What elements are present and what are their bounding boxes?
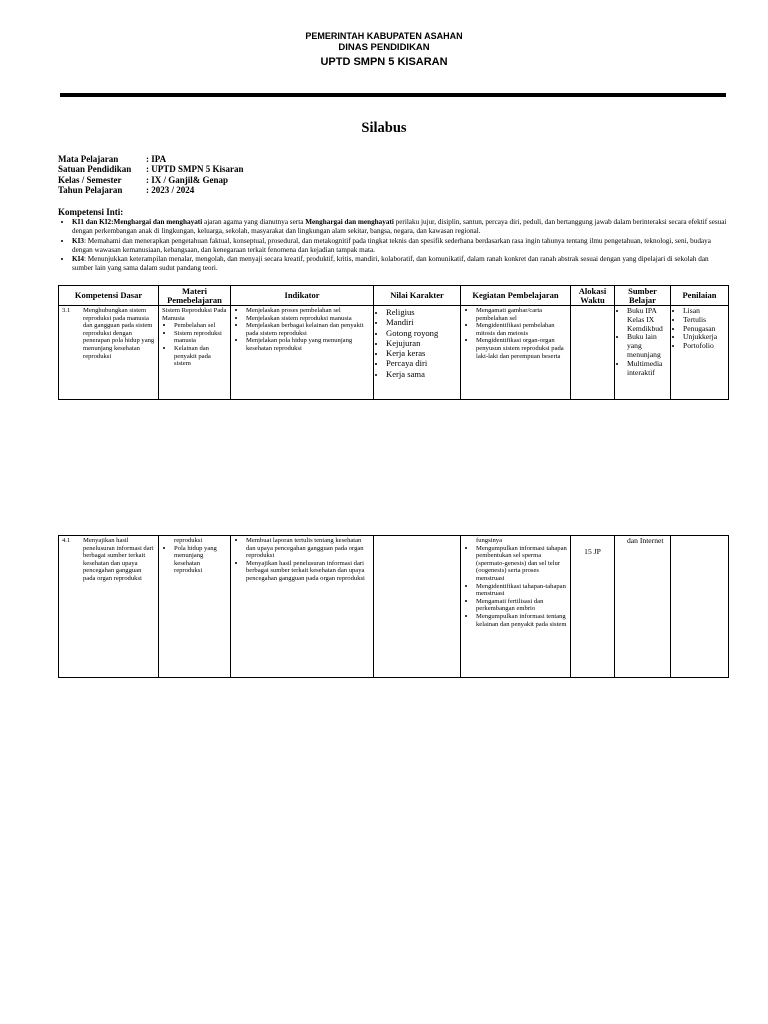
penilaian-cell — [671, 536, 729, 678]
list-item: • Buku lain yang menunjang — [627, 333, 667, 359]
kegiatan-cell — [461, 306, 571, 400]
header-materi: Materi Pemebelajaran — [159, 286, 231, 306]
table-header-row — [59, 286, 729, 306]
sumber-continued: dan Internet — [627, 536, 664, 545]
ki3-item: • KI3: Memahami dan menerapkan pengetahuan faktual, konseptual, prosedural, dan metakognitif pada tingkat teknis dan spesifik sederhana berdasarkan rasa ingin tahunya tentang ilmu pengetahuan, teknologi, seni, budaya dengan wawasan kemanusiaan, kebangsaan, dan kenegaraan terkait fenomena dan kejadian tampak mata. — [72, 237, 728, 256]
sumber-cell — [615, 536, 671, 678]
list-item: • Unjukkerja — [683, 333, 725, 342]
materi-list — [162, 322, 227, 368]
letterhead-line-3: UPTD SMPN 5 KISARAN — [320, 56, 448, 68]
table-row — [59, 306, 729, 400]
header-sumber: Sumber Belajar — [615, 286, 671, 306]
materi-cell — [159, 536, 231, 678]
list-item: • Menjelaskan proses pembelahan sel — [246, 307, 370, 315]
list-item: • Mengidentifikasi pembelahan mitosis dan meiosis — [476, 322, 567, 337]
kegiatan-continued: fungsinya — [476, 537, 503, 544]
penilaian-list — [674, 307, 725, 351]
list-item: • Menjelaskan berbagai kelainan dan penyakit pada sistem reproduksi — [246, 322, 370, 337]
info-row — [58, 164, 244, 174]
kegiatan-list — [464, 545, 567, 629]
info-value: : UPTD SMPN 5 Kisaran — [146, 164, 244, 175]
kd-number: 4.1 — [62, 537, 71, 544]
info-label: Tahun Pelajaran — [58, 184, 123, 195]
list-item: • Menyajikan hasil penelusuran informasi dari berbagai sumber terkait kesehatan dan upaya pencegahan gangguan pada organ reproduksi — [246, 560, 370, 583]
ki4-item: • KI4: Menunjukkan keterampilan menalar, mengolah, dan menyaji secara kreatif, produktif, kritis, mandiri, kolaboratif, dan komunikatif, dalam ranah konkret dan ranah abstrak sesuai dengan yang dipelajari di sekolah dan sumber lain yang sama dalam sudut pandang teori. — [72, 255, 728, 274]
penilaian-cell — [671, 306, 729, 400]
letterhead-line-2: DINAS PENDIDIKAN — [338, 42, 430, 53]
indikator-cell — [231, 306, 374, 400]
list-item: • Lisan — [683, 307, 725, 316]
info-row — [58, 175, 244, 185]
header-nilai-karakter: Nilai Karakter — [374, 286, 461, 306]
header-penilaian: Penilaian — [671, 286, 729, 306]
kegiatan-list — [464, 307, 567, 360]
list-item: • Mengamati gambar/carta pembelahan sel — [476, 307, 567, 322]
list-item: • Buku IPA Kelas IX Kemdikbud — [627, 307, 667, 333]
list-item: • Kerja keras — [386, 348, 457, 358]
info-label: Mata Pelajaran — [58, 154, 119, 164]
list-item: • Menjelakan pola hidup yang menunjang kesehatan reproduksi — [246, 337, 370, 352]
kd-cell — [59, 536, 159, 678]
list-item: • Mengumpulkan informasi tentang kelainan dan penyakit pada sistem — [476, 613, 567, 628]
list-item: • Percaya diri — [386, 358, 457, 368]
kompetensi-inti-list — [58, 218, 728, 274]
subject-info — [58, 154, 244, 195]
ki12-item: • KI1 dan KI2:Menghargai dan menghayati ajaran agama yang dianutnya serta Menghargai dan menghayati perilaku jujur, disiplin, santun, percaya diri, peduli, dan bertanggung jawab dalam berinteraksi secara efektif sesuai dengan perkembangan anak di lingkungan, keluarga, sekolah, masyarakat dan lingkungan alam sekitar, bangsa, negara, dan kawasan regional. — [72, 218, 728, 237]
letterhead — [0, 30, 768, 70]
alokasi-cell — [571, 306, 615, 400]
alokasi-cell: 15 JP — [571, 536, 615, 678]
nilai-karakter-cell — [374, 536, 461, 678]
list-item: • Mengamati fertilisasi dan perkembangan embrio — [476, 598, 567, 613]
info-row — [58, 185, 244, 195]
letterhead-line-1: PEMERINTAH KABUPATEN ASAHAN — [305, 31, 463, 41]
list-item: • Mengidentifikasi tahapan-tahapan menstruasi — [476, 583, 567, 598]
header-kompetensi-dasar: Kompetensi Dasar — [59, 286, 159, 306]
list-item: • Pembelahan sel — [174, 322, 227, 330]
list-item: • Sistem reproduksi manusia — [174, 330, 227, 345]
info-row — [58, 154, 244, 164]
list-item: • Tertulis — [683, 316, 725, 325]
info-value: : IX / Ganjil& Genap — [146, 174, 229, 185]
document-title: Silabus — [361, 120, 407, 136]
materi-cell — [159, 306, 231, 400]
kd-cell — [59, 306, 159, 400]
header-indikator: Indikator — [231, 286, 374, 306]
list-item: • Penugasan — [683, 325, 725, 334]
info-label: Satuan Pendidikan — [58, 164, 132, 175]
syllabus-table-continued — [58, 535, 729, 678]
list-item: • Kelainan dan penyakit pada sistem — [174, 345, 227, 368]
list-item: • Pola hidup yang menunjang kesehatan reproduksi — [174, 545, 227, 575]
list-item: • Mandiri — [386, 317, 457, 327]
info-value: : 2023 / 2024 — [146, 184, 195, 195]
kd-text: Menyajikan hasil penelusuran informasi dari berbagai sumber terkait kesehatan dan upaya pencegahan gangguan pada organ reproduksi — [83, 537, 154, 582]
kd-number: 3.1 — [62, 307, 71, 314]
indikator-list — [234, 537, 370, 583]
list-item: • Mengumpulkan informasi tahapan pembentukan sel sperma (spermato-genesis) dan sel telur (oogenesis) serta proses menstruasi — [476, 545, 567, 583]
list-item: • Gotong royong — [386, 328, 457, 338]
kd-text: Menghubungkan sistem reproduksi pada manusia dan gangguan pada sistem reproduksi dengan penerapan pola hidup yang menunjang kesehatan reproduksi — [83, 307, 155, 360]
table-row — [59, 536, 729, 678]
nilai-karakter-cell — [374, 306, 461, 400]
list-item: • Menjelaskan sistem reproduksi manusia — [246, 315, 370, 323]
kompetensi-inti-title: Kompetensi Inti: — [58, 207, 124, 217]
list-item: • Kerja sama — [386, 369, 457, 379]
list-item: • Mengidentifikasi organ-organ penyusun sistem reproduksi pada laki-laki dan perempuan beserta — [476, 337, 567, 360]
sumber-cell — [615, 306, 671, 400]
info-label: Kelas / Semester — [58, 174, 122, 185]
list-item: • Kejujuran — [386, 338, 457, 348]
kompetensi-inti — [58, 207, 728, 274]
kegiatan-cell — [461, 536, 571, 678]
indikator-cell — [231, 536, 374, 678]
sumber-list — [618, 307, 667, 377]
list-item: • Portofolio — [683, 342, 725, 351]
materi-continued: reproduksi — [174, 537, 203, 544]
syllabus-table — [58, 285, 729, 400]
header-kegiatan: Kegiatan Pembelajaran — [461, 286, 571, 306]
indikator-list — [234, 307, 370, 353]
materi-intro: Sistem Reproduksi Pada Manusia — [162, 307, 227, 322]
header-alokasi: Alokasi Waktu — [571, 286, 615, 306]
materi-list — [162, 545, 227, 575]
info-value: : IPA — [146, 154, 167, 164]
list-item: • Religius — [386, 307, 457, 317]
list-item: • Multimedia interaktif — [627, 360, 667, 378]
header-divider — [60, 93, 726, 97]
nilai-karakter-list — [377, 307, 457, 379]
list-item: • Membuat laporan tertulis tentang kesehatan dan upaya pencegahan gangguan pada organ reproduksi — [246, 537, 370, 560]
